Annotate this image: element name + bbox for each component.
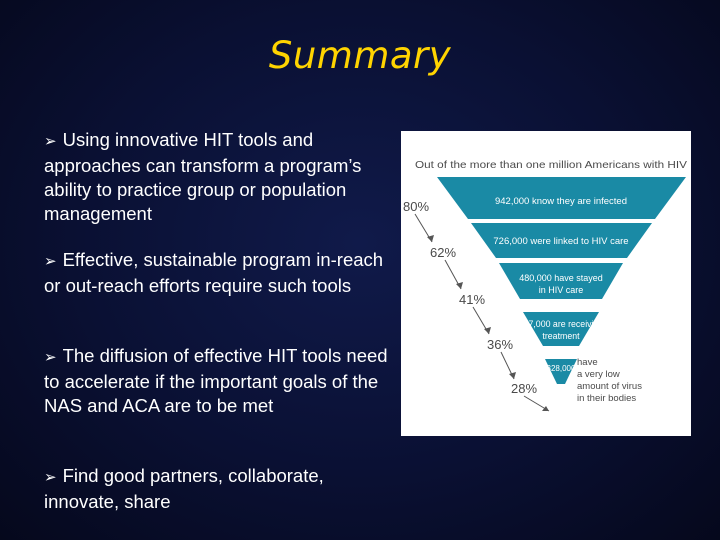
- arrow-bullet-icon: ➢: [44, 133, 57, 150]
- tier-4-label-line-2: treatment: [542, 331, 580, 341]
- bullet-item: [44, 128, 389, 226]
- tier-5-note-line-3: amount of virus: [577, 381, 642, 392]
- funnel-graphic: [401, 131, 691, 436]
- tier-3-label-line-2: in HIV care: [538, 285, 584, 295]
- tier-3-label-line-1: 480,000 have stayed: [519, 273, 603, 283]
- bullet-item: [44, 248, 389, 298]
- tier-5-label: 328,000: [546, 364, 576, 373]
- tier-5-note-line-2: a very low: [577, 369, 620, 380]
- hiv-care-cascade-figure: [401, 131, 691, 436]
- tier-2-label: 726,000 were linked to HIV care: [493, 236, 629, 247]
- tier-5-note-line-1: have: [577, 357, 598, 368]
- arrow-bullet-icon: ➢: [44, 349, 57, 366]
- percent-label-2: 62%: [430, 245, 457, 260]
- tier-1-label: 942,000 know they are infected: [494, 196, 628, 207]
- figure-header: Out of the more than one million Americans with HIV: [415, 159, 687, 171]
- percent-label-4: 36%: [487, 337, 514, 352]
- bullet-text: Using innovative HIT tools and approaches can transform a program’s ability to practice group or population management: [44, 129, 362, 224]
- arrow-bullet-icon: ➢: [44, 469, 57, 486]
- tier-5-note-line-4: in their bodies: [577, 393, 637, 404]
- arrow-bullet-icon: ➢: [44, 253, 57, 270]
- bullet-item: [44, 344, 389, 418]
- bullet-text: Find good partners, collaborate, innovate, share: [44, 465, 324, 512]
- percent-label-3: 41%: [459, 292, 486, 307]
- percent-label-1: 80%: [403, 199, 430, 214]
- percent-label-5: 28%: [511, 381, 538, 396]
- tier-4-label-line-1: 437,000 are receiving: [518, 319, 604, 329]
- bullet-text: The diffusion of effective HIT tools need to accelerate if the important goals of the NAS and ACA are to be met: [44, 345, 388, 416]
- bullet-item: [44, 464, 389, 514]
- bullet-text: Effective, sustainable program in-reach or out-reach efforts require such tools: [44, 249, 384, 296]
- slide-title: Summary: [268, 34, 452, 77]
